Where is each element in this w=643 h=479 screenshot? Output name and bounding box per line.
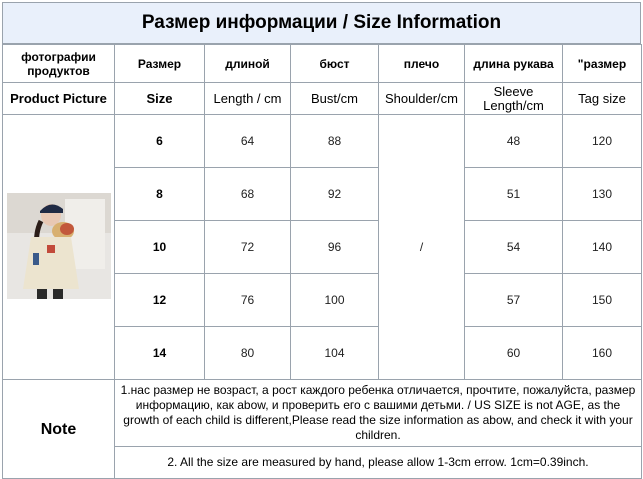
- header-bust-en: Bust/cm: [291, 83, 379, 115]
- header-picture-en: Product Picture: [3, 83, 115, 115]
- tag-size-value: 140: [563, 221, 642, 274]
- note-row: [3, 380, 642, 447]
- header-row-english: [3, 83, 642, 115]
- header-shoulder-ru: плечо: [379, 45, 465, 83]
- header-bust-ru: бюст: [291, 45, 379, 83]
- header-length-en: Length / cm: [205, 83, 291, 115]
- tag-size-value: 130: [563, 168, 642, 221]
- header-sleeve-en: Sleeve Length/cm: [465, 83, 563, 115]
- length-value: 76: [205, 274, 291, 327]
- table-row: [3, 115, 642, 168]
- size-value: 14: [115, 327, 205, 380]
- sleeve-value: 51: [465, 168, 563, 221]
- tag-size-value: 150: [563, 274, 642, 327]
- length-value: 64: [205, 115, 291, 168]
- header-tag-en: Tag size: [563, 83, 642, 115]
- sleeve-value: 48: [465, 115, 563, 168]
- header-size-ru: Размер: [115, 45, 205, 83]
- sleeve-value: 60: [465, 327, 563, 380]
- length-value: 72: [205, 221, 291, 274]
- size-table: [2, 44, 642, 479]
- shoulder-value: /: [379, 115, 465, 380]
- bust-value: 92: [291, 168, 379, 221]
- note-label: Note: [3, 380, 115, 479]
- header-picture-ru: фотографии продуктов: [3, 45, 115, 83]
- bust-value: 104: [291, 327, 379, 380]
- size-value: 10: [115, 221, 205, 274]
- header-size-en: Size: [115, 83, 205, 115]
- header-tag-ru: "размер: [563, 45, 642, 83]
- header-row-russian: [3, 45, 642, 83]
- bust-value: 88: [291, 115, 379, 168]
- bust-value: 100: [291, 274, 379, 327]
- sleeve-value: 57: [465, 274, 563, 327]
- product-picture-cell: [3, 115, 115, 380]
- note-text-2: 2. All the size are measured by hand, please allow 1-3cm errow. 1cm=0.39inch.: [115, 447, 642, 479]
- header-sleeve-ru: длина рукава: [465, 45, 563, 83]
- chart-title: Размер информации / Size Information: [2, 2, 641, 44]
- length-value: 80: [205, 327, 291, 380]
- size-value: 12: [115, 274, 205, 327]
- length-value: 68: [205, 168, 291, 221]
- sleeve-value: 54: [465, 221, 563, 274]
- tag-size-value: 160: [563, 327, 642, 380]
- tag-size-value: 120: [563, 115, 642, 168]
- note-text-1: 1.нас размер не возраст, а рост каждого ребенка отличается, прочтите, пожалуйста, размер информацию, как abow, и проверить его с вашими детьми. / US SIZE is not AGE, as the growth of each child is different,Please read the size information as abow, and check it with your children.: [115, 380, 642, 447]
- size-value: 8: [115, 168, 205, 221]
- size-value: 6: [115, 115, 205, 168]
- bust-value: 96: [291, 221, 379, 274]
- product-photo: [7, 193, 111, 299]
- header-length-ru: длиной: [205, 45, 291, 83]
- header-shoulder-en: Shoulder/cm: [379, 83, 465, 115]
